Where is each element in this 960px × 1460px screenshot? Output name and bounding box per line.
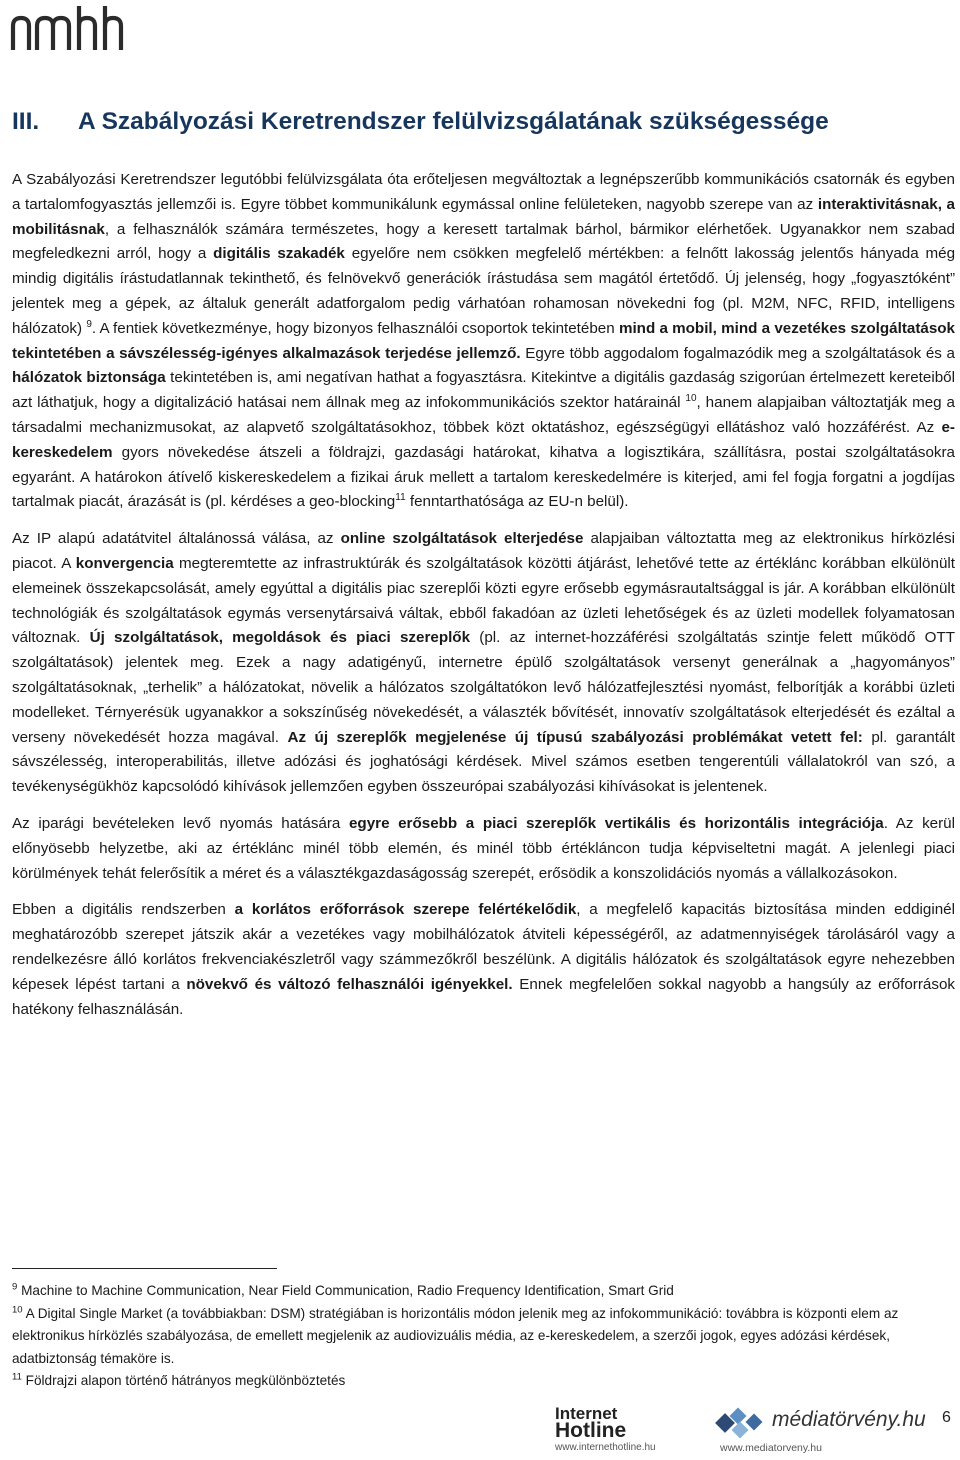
text-run: , a felhasználók számára természetes, hogy a keresett tartalmak bárhol, bármikor elérhetőek. Ugyanakkor nem szabad megfeledkezni arról, hogy a (12, 220, 955, 263)
text-run: tekintetében is, ami negatívan hathat a fogyasztásra. Kitekintve a digitális gazdaság szigorúan értelmezett kereteiből azt láthatjuk, hogy a digitalizáció hatásai nem állnak meg az infokommunikációs szektor határainál (12, 369, 955, 412)
mediatorveny-logo (714, 1406, 926, 1456)
text-run: Egyre több aggodalom fogalmazódik meg a szolgáltatások és a (520, 344, 955, 362)
text-run: gyors növekedése átszeli a földrajzi, gazdasági határokat, kihatva a logisztikára, szállításra, postai szolgáltatásokra egyaránt. A határokon átívelő kiskereskedelem a fizikai áruk mellett a tartalom kereskedelmére is kiterjed, ami fel fogja forgatni a jogdíjas tartalmak piacát, árazását is (pl. kérdéses a geo-blocking (12, 443, 955, 511)
paragraph (12, 898, 955, 1022)
text-run: A Szabályozási Keretrendszer legutóbbi felülvizsgálata óta erőteljesen megváltoztak a legnépszerűbb kommunikációs csatornák és egyben a tartalomfogyasztás jellemzői is. Egyre többet kommunikálunk egymással online felületeken, nagyobb szerepe van az (12, 171, 955, 213)
body-text (12, 168, 955, 1034)
footnote (12, 1280, 942, 1303)
text-run: , a megfelelő kapacitás biztosítása minden eddiginél meghatározóbb szerepet játszik akár a vezetékes vagy mobilhálózatok átviteli képességéről, az adatmennyiségek tárolásáról vagy a rendelkezésre álló korlátos frekvenciakészletről vagy számmezőkről beszélünk. A digitális hálózatok és szolgáltatások egyre nehezebben képesek lépést tartani a (12, 901, 955, 993)
footnote-text: A Digital Single Market (a továbbiakban: DSM) stratégiában is horizontális módon jelenik meg az infokommunikáció: továbbra is központi elem az elektronikus hírközlés szabályozása, de emellett megjelenik az audiovizuális média, az e-kereskedelem, a szerzői jogok, egyes adózási kérdések, adatbiztonság témaköre is. (12, 1305, 899, 1366)
paragraph (12, 168, 955, 515)
text-run: Ennek megfelelően sokkal nagyobb a hangsúly az erőforrások hatékony felhasználásán. (12, 975, 955, 1018)
paragraph (12, 527, 955, 800)
bold-text: mind a mobil, mind a vezetékes szolgáltatások tekintetében a sávszélesség-igényes alkalmazások terjedése jellemző. (12, 319, 956, 362)
paragraph (12, 812, 955, 886)
text-run: egyelőre nem csökken megfelelő mértékben: a felnőtt lakosság jelentős hányada még mindig digitális írástudatlannak tekinthető, és felnövekvő generációk írástudása sem magától értetődő. Új jelenség, hogy „fogyasztóként” jelentek meg a gépek, az általuk generált adatforgalom pedig várhatóan rohamosan növekedni fog (pl. M2M, NFC, RFID, intelligens hálózatok) (12, 245, 956, 337)
text-run: (pl. az internet-hozzáférési szolgáltatás szintje felett működő OTT szolgáltatások) jelentek meg. Ezek a nagy adatigényű, internetre épülő szolgáltatások versenyt generálnak a „hagyományos” szolgáltatásoknak, „terhelik” a hálózatokat, növelik a hálózatos szolgáltatókon levő hálózatfejlesztési nyomást, felborítják a korábbi üzleti modelleket. Térnyerésük ugyanakkor a sokszínűség növekedését, a választék bővítését, innovatív szolgáltatások elterjedését és ezáltal a verseny növekedését hozza magával. (12, 629, 955, 746)
section-title: A Szabályozási Keretrendszer felülvizsgálatának szükségessége (78, 108, 829, 135)
page-number: 6 (942, 1409, 951, 1426)
bold-text: digitális szakadék (213, 245, 345, 263)
bold-text: konvergencia (75, 554, 174, 572)
nmhh-logo (10, 4, 130, 52)
internet-hotline-logo-line2: Hotline (555, 1419, 627, 1442)
footnotes (12, 1280, 942, 1393)
footnote-text: Machine to Machine Communication, Near Field Communication, Radio Frequency Identification, Smart Grid (21, 1283, 674, 1298)
text-run: Ebben a digitális rendszerben (12, 901, 235, 919)
internet-hotline-logo (555, 1404, 695, 1456)
diamond-icon (714, 1406, 770, 1440)
text-run: Az IP alapú adatátvitel általánossá válása, az (12, 530, 341, 548)
text-run: alapjaiban változtatta meg az elektronikus hírközlési piacot. A (12, 530, 955, 572)
bold-text: növekvő és változó felhasználói igényekkel. (186, 975, 513, 993)
internet-hotline-url: www.internethotline.hu (555, 1442, 656, 1453)
bold-text: online szolgáltatások elterjedése (340, 530, 584, 548)
bold-text: egyre erősebb a piaci szereplők vertikális és horizontális integrációja (348, 814, 884, 832)
text-run: , hanem alapjaiban változtatják meg a társadalmi mechanizmusokat, az alapvető szolgáltatásokhoz, többek közt oktatáshoz, egészségügyi ellátáshoz való hozzáférést. Az (12, 394, 955, 436)
text-run: . Az kerül előnyösebb helyzetbe, aki az értéklánc minél több elemén, és minél több értékláncon tudja képviseltetni magát. A jelenlegi piaci körülmények tehát felerősítik a méret és a választékgazdaságosság szerepét, erősödik a konszolidációs nyomás a vállalkozásokon. (12, 814, 955, 882)
bold-text: Az új szereplők megjelenése új típusú szabályozási problémákat vetett fel: (287, 728, 863, 746)
bold-text: hálózatok biztonsága (12, 369, 166, 387)
text-run: Az iparági bevételeken levő nyomás hatására (12, 814, 349, 832)
internet-hotline-logo-line1: Internet (555, 1404, 618, 1423)
bold-text: e-kereskedelem (12, 418, 955, 461)
mediatorveny-url: www.mediatorveny.hu (720, 1442, 822, 1454)
text-run: pl. garantált sávszélesség, interoperabilitás, illetve adózási és joghatósági kérdések. Mivel számos esetben tengerentúli vállalatokról van szó, a tevékenységükhöz kapcsolódó kihívások jellemzően egyben összeurópai szabályozási kihívásokat is jelentenek. (12, 728, 955, 796)
footnote-separator (12, 1268, 277, 1269)
mediatorveny-logo-name: médiatörvény.hu (772, 1408, 926, 1431)
bold-text: interaktivitásnak, a mobilitásnak (12, 195, 955, 238)
footnote-reference: 10 (685, 393, 697, 405)
text-run: fenntarthatósága az EU-n belül). (405, 493, 629, 511)
text-run: . A fentiek következménye, hogy bizonyos felhasználói csoportok tekintetében (91, 319, 619, 337)
footnote-text: Földrajzi alapon történő hátrányos megkülönböztetés (25, 1373, 346, 1388)
footnote-reference: 11 (395, 492, 406, 504)
section-number: III. (12, 108, 40, 135)
bold-text: a korlátos erőforrások szerepe felértékelődik (234, 901, 577, 919)
footnote (12, 1303, 942, 1371)
text-run: megteremtette az infrastruktúrák és szolgáltatások közötti átjárást, lehetővé tette az értéklánc korábban elkülönült elemeinek összekapcsolását, amely egyúttal a digitális piac szereplői közti egyre erősebb egymásrautaltsággal is jár. A korábban elkülönült technológiák és szolgáltatások egymás versenytársaivá váltak, ebből fakadóan az üzleti lehetőségek és az üzleti modellek folyamatosan változnak. (12, 554, 955, 647)
section-heading (12, 108, 942, 136)
footnote-number: 11 (12, 1371, 22, 1383)
bold-text: Új szolgáltatások, megoldások és piaci szereplők (89, 629, 471, 647)
footnote (12, 1370, 942, 1393)
footnote-number: 10 (12, 1303, 23, 1315)
footnote-number: 9 (12, 1281, 18, 1293)
footnote-reference: 9 (86, 318, 92, 330)
